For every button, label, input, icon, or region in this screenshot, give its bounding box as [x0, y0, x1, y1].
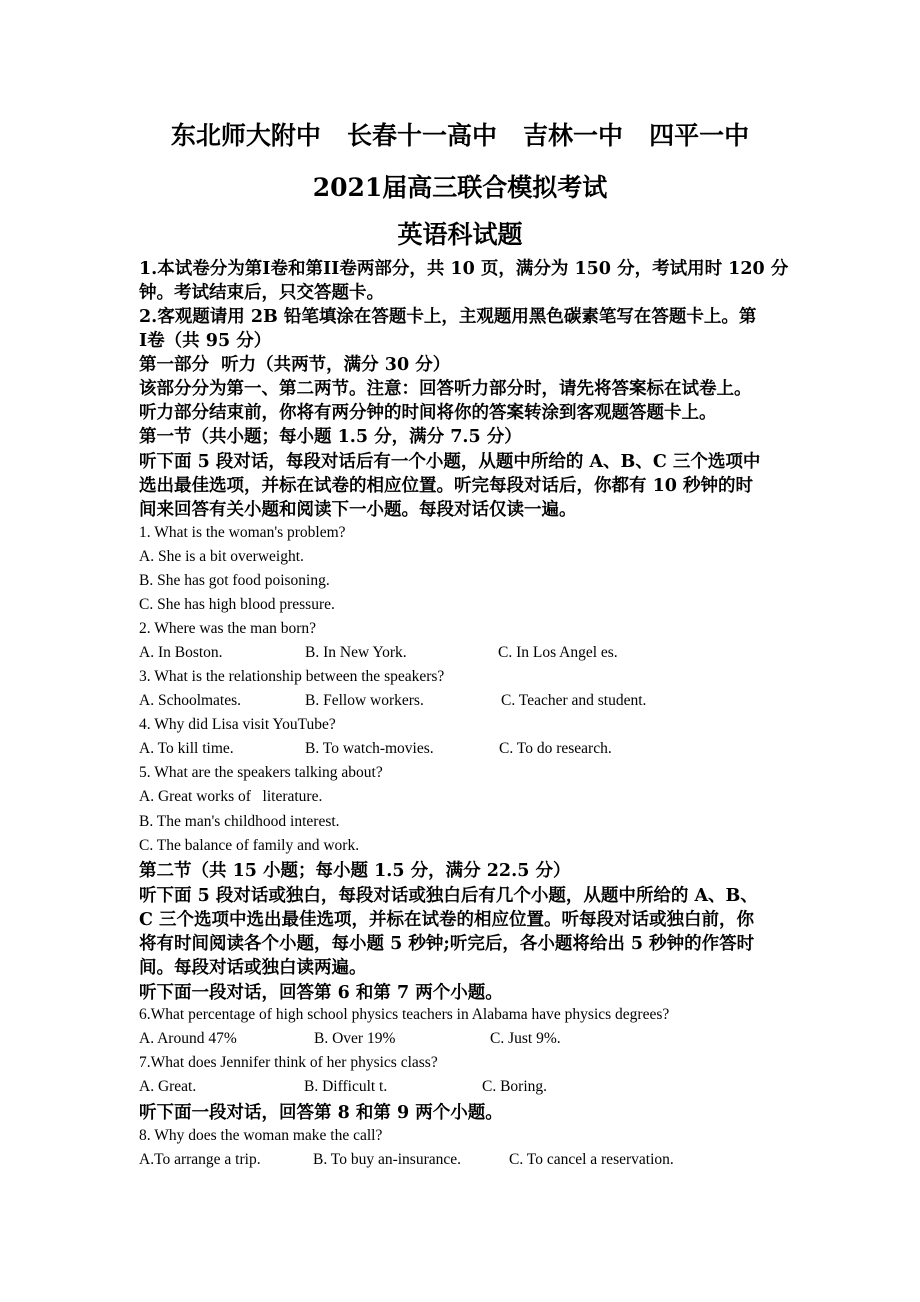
option-c: C. In Los Angel es. — [498, 644, 618, 661]
instruction-line: 1.本试卷分为第I卷和第II卷两部分，共 10 页，满分为 150 分，考试用时 120 分 — [139, 259, 789, 279]
question-stem: 2. Where was the man born? — [139, 620, 317, 637]
section1-directions: 选出最佳选项，并标在试卷的相应位置。听完每段对话后，你都有 10 秒钟的时 — [139, 476, 754, 496]
option-b: B. To watch-movies. — [305, 740, 434, 757]
option-b: B. In New York. — [305, 644, 407, 661]
option-a: A. In Boston. — [139, 644, 223, 661]
option-c: C. Boring. — [482, 1078, 548, 1095]
option-a: A. She is a bit overweight. — [139, 548, 304, 565]
instruction-line: 2.客观题请用 2B 铅笔填涂在答题卡上，主观题用黑色碳素笔写在答题卡上。第 — [139, 307, 757, 327]
section2-directions: C 三个选项中选出最佳选项，并标在试卷的相应位置。听每段对话或独白前，你 — [139, 910, 755, 930]
option-b: B. To buy an-insurance. — [313, 1151, 461, 1168]
section2-directions: 听下面 5 段对话或独白，每段对话或独白后有几个小题，从题中所给的 A、B、 — [139, 886, 758, 906]
option-c: C. To cancel a reservation. — [509, 1151, 674, 1168]
dialog-instruction: 听下面一段对话，回答第 6 和第 7 两个小题。 — [139, 983, 503, 1003]
section2-directions: 间。每段对话或独白读两遍。 — [139, 958, 367, 978]
section2-directions: 将有时间阅读各个小题，每小题 5 秒钟;听完后，各小题将给出 5 秒钟的作答时 — [139, 934, 755, 954]
section2-heading: 第二节（共 15 小题；每小题 1.5 分，满分 22.5 分） — [139, 861, 571, 881]
section1-directions: 间来回答有关小题和阅读下一小题。每段对话仅读一遍。 — [139, 500, 577, 520]
question-stem: 6.What percentage of high school physics teachers in Alabama have physics degrees? — [139, 1006, 670, 1023]
option-a: A. Around 47% — [139, 1030, 237, 1047]
section1-directions: 听下面 5 段对话，每段对话后有一个小题，从题中所给的 A、B、C 三个选项中 — [139, 452, 761, 472]
option-b: B. The man's childhood interest. — [139, 813, 340, 830]
schools-title: 东北师大附中 长春十一高中 吉林一中 四平一中 — [170, 121, 750, 150]
option-c: C. The balance of family and work. — [139, 837, 360, 854]
option-c: C. She has high blood pressure. — [139, 596, 335, 613]
part1-note: 听力部分结束前，你将有两分钟的时间将你的答案转涂到客观题答题卡上。 — [139, 403, 717, 423]
option-c: C. Just 9%. — [490, 1030, 561, 1047]
question-stem: 1. What is the woman's problem? — [139, 524, 346, 541]
question-stem: 7.What does Jennifer think of her physics class? — [139, 1054, 438, 1071]
option-b: B. She has got food poisoning. — [139, 572, 330, 589]
dialog-instruction: 听下面一段对话，回答第 8 和第 9 两个小题。 — [139, 1103, 503, 1123]
instruction-line: 钟。考试结束后，只交答题卡。 — [139, 283, 384, 303]
question-stem: 5. What are the speakers talking about? — [139, 764, 383, 781]
instruction-line: I卷（共 95 分） — [139, 331, 272, 351]
option-b: B. Over 19% — [314, 1030, 396, 1047]
question-stem: 8. Why does the woman make the call? — [139, 1127, 383, 1144]
option-a: A. Great works of literature. — [139, 788, 323, 805]
option-c: C. To do research. — [499, 740, 612, 757]
exam-title: 2021届高三联合模拟考试 — [312, 173, 608, 202]
part1-heading: 第一部分 听力（共两节，满分 30 分） — [139, 355, 451, 375]
option-b: B. Difficult t. — [304, 1078, 388, 1095]
subject-title: 英语科试题 — [397, 220, 523, 249]
question-stem: 3. What is the relationship between the speakers? — [139, 668, 445, 685]
question-stem: 4. Why did Lisa visit YouTube? — [139, 716, 336, 733]
option-a: A. To kill time. — [139, 740, 234, 757]
part1-note: 该部分分为第一、第二两节。注意：回答听力部分时，请先将答案标在试卷上。 — [139, 379, 752, 399]
option-a: A. Great. — [139, 1078, 197, 1095]
option-b: B. Fellow workers. — [305, 692, 424, 709]
option-a: A. Schoolmates. — [139, 692, 242, 709]
option-c: C. Teacher and student. — [501, 692, 647, 709]
section1-heading: 第一节（共小题；每小题 1.5 分，满分 7.5 分） — [139, 427, 522, 447]
option-a: A.To arrange a trip. — [139, 1151, 261, 1168]
